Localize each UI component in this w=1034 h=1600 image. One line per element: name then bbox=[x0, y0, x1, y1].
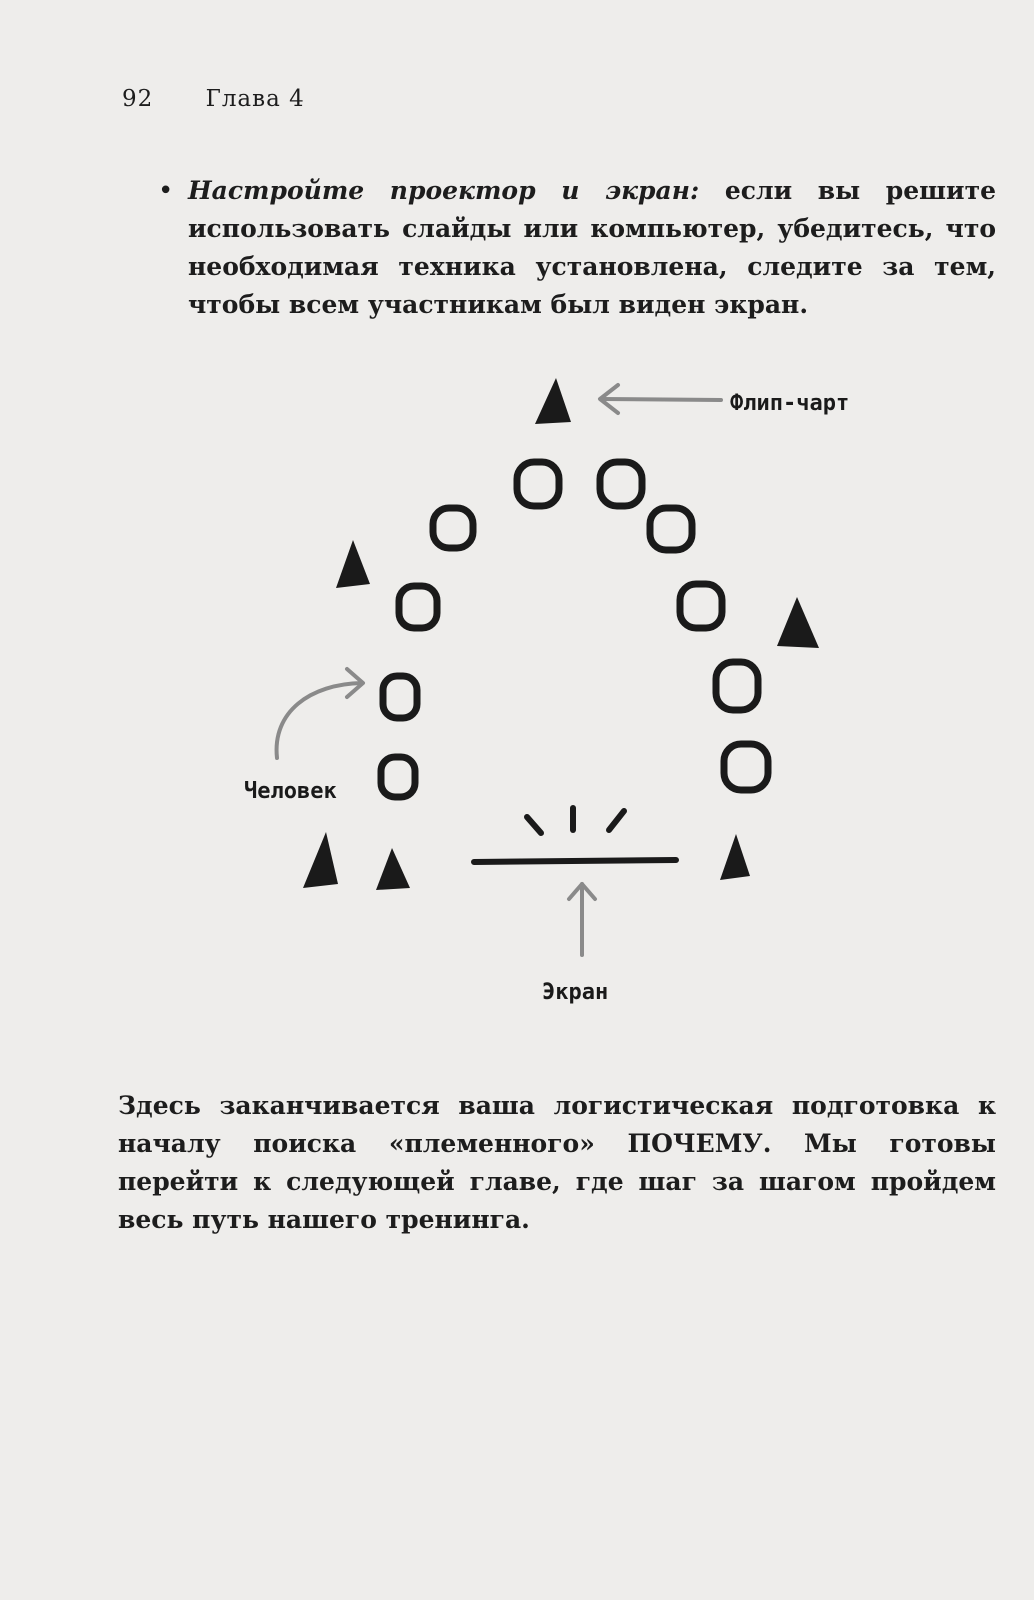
flipchart-icon bbox=[376, 848, 410, 890]
flipchart-icon bbox=[720, 834, 750, 880]
chair-icon bbox=[399, 586, 437, 628]
arrow-icon bbox=[602, 399, 721, 400]
chapter-title: Глава 4 bbox=[205, 86, 305, 112]
chair-icon bbox=[716, 662, 758, 710]
screen-line bbox=[474, 860, 676, 862]
bullet-icon: • bbox=[158, 176, 174, 206]
chair-icon bbox=[680, 584, 722, 628]
bullet-text: если вы решите использовать слайды или компьютер, убедитесь, что необходимая техника установлена, следите за тем, чтобы всем участникам был виден экран. bbox=[188, 176, 996, 319]
screen-ray bbox=[527, 817, 541, 833]
chair-icon bbox=[433, 508, 473, 548]
chair-icon bbox=[724, 744, 768, 790]
person-label: Человек bbox=[244, 779, 337, 804]
chair-icon bbox=[381, 757, 415, 797]
page-number: 92 bbox=[122, 86, 154, 112]
flipchart-icon bbox=[777, 597, 819, 648]
screen-ray bbox=[609, 811, 624, 830]
flipchart-icon bbox=[303, 832, 338, 888]
chair-icon bbox=[600, 462, 642, 506]
conclusion-paragraph: Здесь заканчивается ваша логистическая подготовка к началу поиска «племенного» ПОЧЕМУ. Мы готовы перейти к следующей главе, где шаг за шагом пройдем весь путь нашего тренинга. bbox=[118, 1091, 996, 1234]
flipchart-icon bbox=[535, 378, 571, 424]
screen-label: Экран bbox=[542, 980, 609, 1005]
chair-icon bbox=[383, 676, 417, 718]
chair-icon bbox=[517, 462, 559, 506]
flipchart-icon bbox=[336, 540, 370, 588]
bullet-lead: Настройте проектор и экран: bbox=[188, 176, 700, 205]
flipchart-label: Флип-чарт bbox=[730, 391, 850, 416]
chair-icon bbox=[650, 508, 692, 550]
